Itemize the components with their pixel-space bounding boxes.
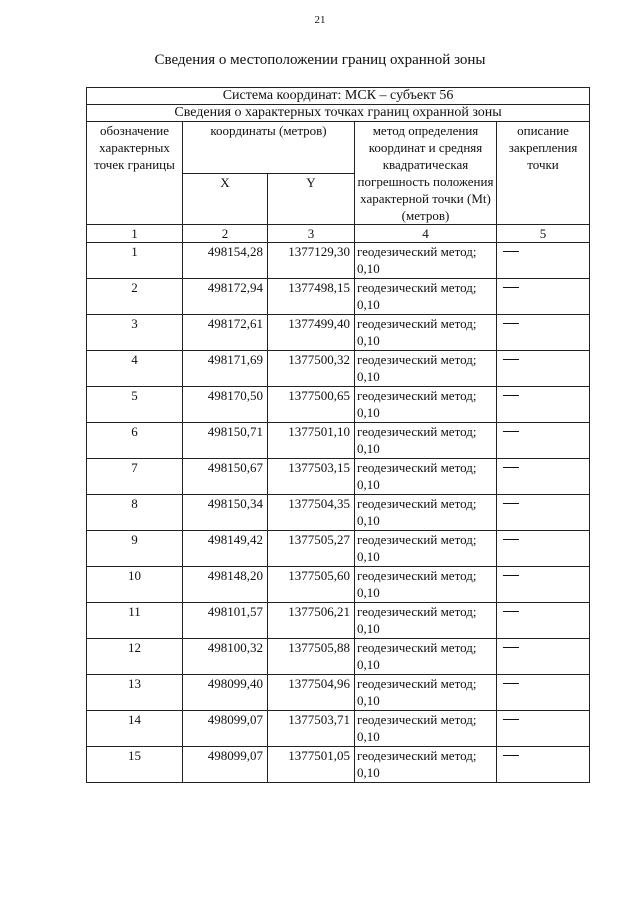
x-coordinate-cell: 498150,67 (183, 459, 268, 495)
table-row (87, 279, 590, 315)
y-coordinate-cell: 1377505,88 (268, 639, 355, 675)
col-number-2: 2 (183, 225, 268, 243)
description-cell (497, 675, 590, 711)
document-title: Сведения о местоположении границ охранной зоны (154, 52, 486, 68)
dash-mark (503, 359, 519, 377)
table-row (87, 423, 590, 459)
x-coordinate-cell: 498154,28 (183, 243, 268, 279)
table-row (87, 567, 590, 603)
method-cell: геодезический метод; 0,10 (355, 675, 497, 711)
point-number-cell: 10 (87, 567, 183, 603)
point-number-cell: 9 (87, 531, 183, 567)
table-row (87, 387, 590, 423)
table-row (87, 351, 590, 387)
col-number-1: 1 (87, 225, 183, 243)
description-cell (497, 711, 590, 747)
x-coordinate-cell: 498099,07 (183, 747, 268, 783)
point-number-cell: 4 (87, 351, 183, 387)
table-row (87, 747, 590, 783)
point-number-cell: 11 (87, 603, 183, 639)
description-cell (497, 531, 590, 567)
y-coordinate-cell: 1377501,10 (268, 423, 355, 459)
description-cell (497, 387, 590, 423)
table-row (87, 495, 590, 531)
point-number-cell: 1 (87, 243, 183, 279)
description-cell (497, 495, 590, 531)
dash-mark (503, 575, 519, 593)
method-cell: геодезический метод; 0,10 (355, 567, 497, 603)
table-row (87, 459, 590, 495)
dash-mark (503, 251, 519, 269)
dash-mark (503, 611, 519, 629)
method-cell: геодезический метод; 0,10 (355, 387, 497, 423)
table-row (87, 639, 590, 675)
x-coordinate-cell: 498148,20 (183, 567, 268, 603)
point-number-cell: 14 (87, 711, 183, 747)
description-cell (497, 351, 590, 387)
col-number-3: 3 (268, 225, 355, 243)
y-coordinate-cell: 1377504,35 (268, 495, 355, 531)
table-row (87, 675, 590, 711)
coordinate-system-header: Система координат: МСК – субъект 56 (87, 88, 590, 105)
y-coordinate-cell: 1377506,21 (268, 603, 355, 639)
coordinates-table (86, 87, 590, 783)
method-cell: геодезический метод; 0,10 (355, 531, 497, 567)
description-cell (497, 243, 590, 279)
description-cell (497, 315, 590, 351)
dash-mark (503, 539, 519, 557)
table-row (87, 531, 590, 567)
method-cell: геодезический метод; 0,10 (355, 243, 497, 279)
x-coordinate-cell: 498150,71 (183, 423, 268, 459)
table-row (87, 315, 590, 351)
x-coordinate-cell: 498150,34 (183, 495, 268, 531)
table-body (87, 243, 590, 783)
table-row (87, 243, 590, 279)
description-cell (497, 459, 590, 495)
point-number-cell: 13 (87, 675, 183, 711)
point-number-cell: 12 (87, 639, 183, 675)
y-coordinate-cell: 1377500,32 (268, 351, 355, 387)
description-cell (497, 279, 590, 315)
col-number-5: 5 (497, 225, 590, 243)
y-coordinate-cell: 1377500,65 (268, 387, 355, 423)
y-coordinate-cell: 1377501,05 (268, 747, 355, 783)
y-coordinate-cell: 1377503,15 (268, 459, 355, 495)
method-cell: геодезический метод; 0,10 (355, 711, 497, 747)
description-cell (497, 639, 590, 675)
point-number-cell: 5 (87, 387, 183, 423)
method-cell: геодезический метод; 0,10 (355, 603, 497, 639)
table-row (87, 603, 590, 639)
col-number-4: 4 (355, 225, 497, 243)
dash-mark (503, 431, 519, 449)
point-number-cell: 15 (87, 747, 183, 783)
method-cell: геодезический метод; 0,10 (355, 279, 497, 315)
dash-mark (503, 719, 519, 737)
method-cell: геодезический метод; 0,10 (355, 315, 497, 351)
col-method-header: метод определения координат и средняя квадратическая погрешность положения характерной точки (Mt) (метров) (355, 122, 497, 225)
col-x-header: X (183, 173, 268, 225)
y-coordinate-cell: 1377504,96 (268, 675, 355, 711)
dash-mark (503, 467, 519, 485)
x-coordinate-cell: 498099,07 (183, 711, 268, 747)
page-number: 21 (314, 14, 326, 26)
description-cell (497, 603, 590, 639)
point-number-cell: 3 (87, 315, 183, 351)
x-coordinate-cell: 498100,32 (183, 639, 268, 675)
col-y-header: Y (268, 173, 355, 225)
col-designation-header: обозначение характерных точек границы (87, 122, 183, 225)
y-coordinate-cell: 1377498,15 (268, 279, 355, 315)
y-coordinate-cell: 1377503,71 (268, 711, 355, 747)
x-coordinate-cell: 498170,50 (183, 387, 268, 423)
point-number-cell: 6 (87, 423, 183, 459)
method-cell: геодезический метод; 0,10 (355, 639, 497, 675)
col-coordinates-header: координаты (метров) (183, 122, 355, 174)
y-coordinate-cell: 1377499,40 (268, 315, 355, 351)
table-row (87, 711, 590, 747)
method-cell: геодезический метод; 0,10 (355, 459, 497, 495)
dash-mark (503, 395, 519, 413)
points-info-header: Сведения о характерных точках границ охранной зоны (87, 105, 590, 122)
point-number-cell: 7 (87, 459, 183, 495)
y-coordinate-cell: 1377129,30 (268, 243, 355, 279)
method-cell: геодезический метод; 0,10 (355, 495, 497, 531)
method-cell: геодезический метод; 0,10 (355, 423, 497, 459)
x-coordinate-cell: 498101,57 (183, 603, 268, 639)
point-number-cell: 8 (87, 495, 183, 531)
dash-mark (503, 683, 519, 701)
x-coordinate-cell: 498171,69 (183, 351, 268, 387)
x-coordinate-cell: 498172,94 (183, 279, 268, 315)
dash-mark (503, 503, 519, 521)
dash-mark (503, 755, 519, 773)
x-coordinate-cell: 498172,61 (183, 315, 268, 351)
y-coordinate-cell: 1377505,27 (268, 531, 355, 567)
x-coordinate-cell: 498149,42 (183, 531, 268, 567)
dash-mark (503, 323, 519, 341)
description-cell (497, 423, 590, 459)
x-coordinate-cell: 498099,40 (183, 675, 268, 711)
description-cell (497, 567, 590, 603)
description-cell (497, 747, 590, 783)
method-cell: геодезический метод; 0,10 (355, 351, 497, 387)
col-description-header: описание закрепления точки (497, 122, 590, 225)
point-number-cell: 2 (87, 279, 183, 315)
method-cell: геодезический метод; 0,10 (355, 747, 497, 783)
y-coordinate-cell: 1377505,60 (268, 567, 355, 603)
dash-mark (503, 287, 519, 305)
dash-mark (503, 647, 519, 665)
